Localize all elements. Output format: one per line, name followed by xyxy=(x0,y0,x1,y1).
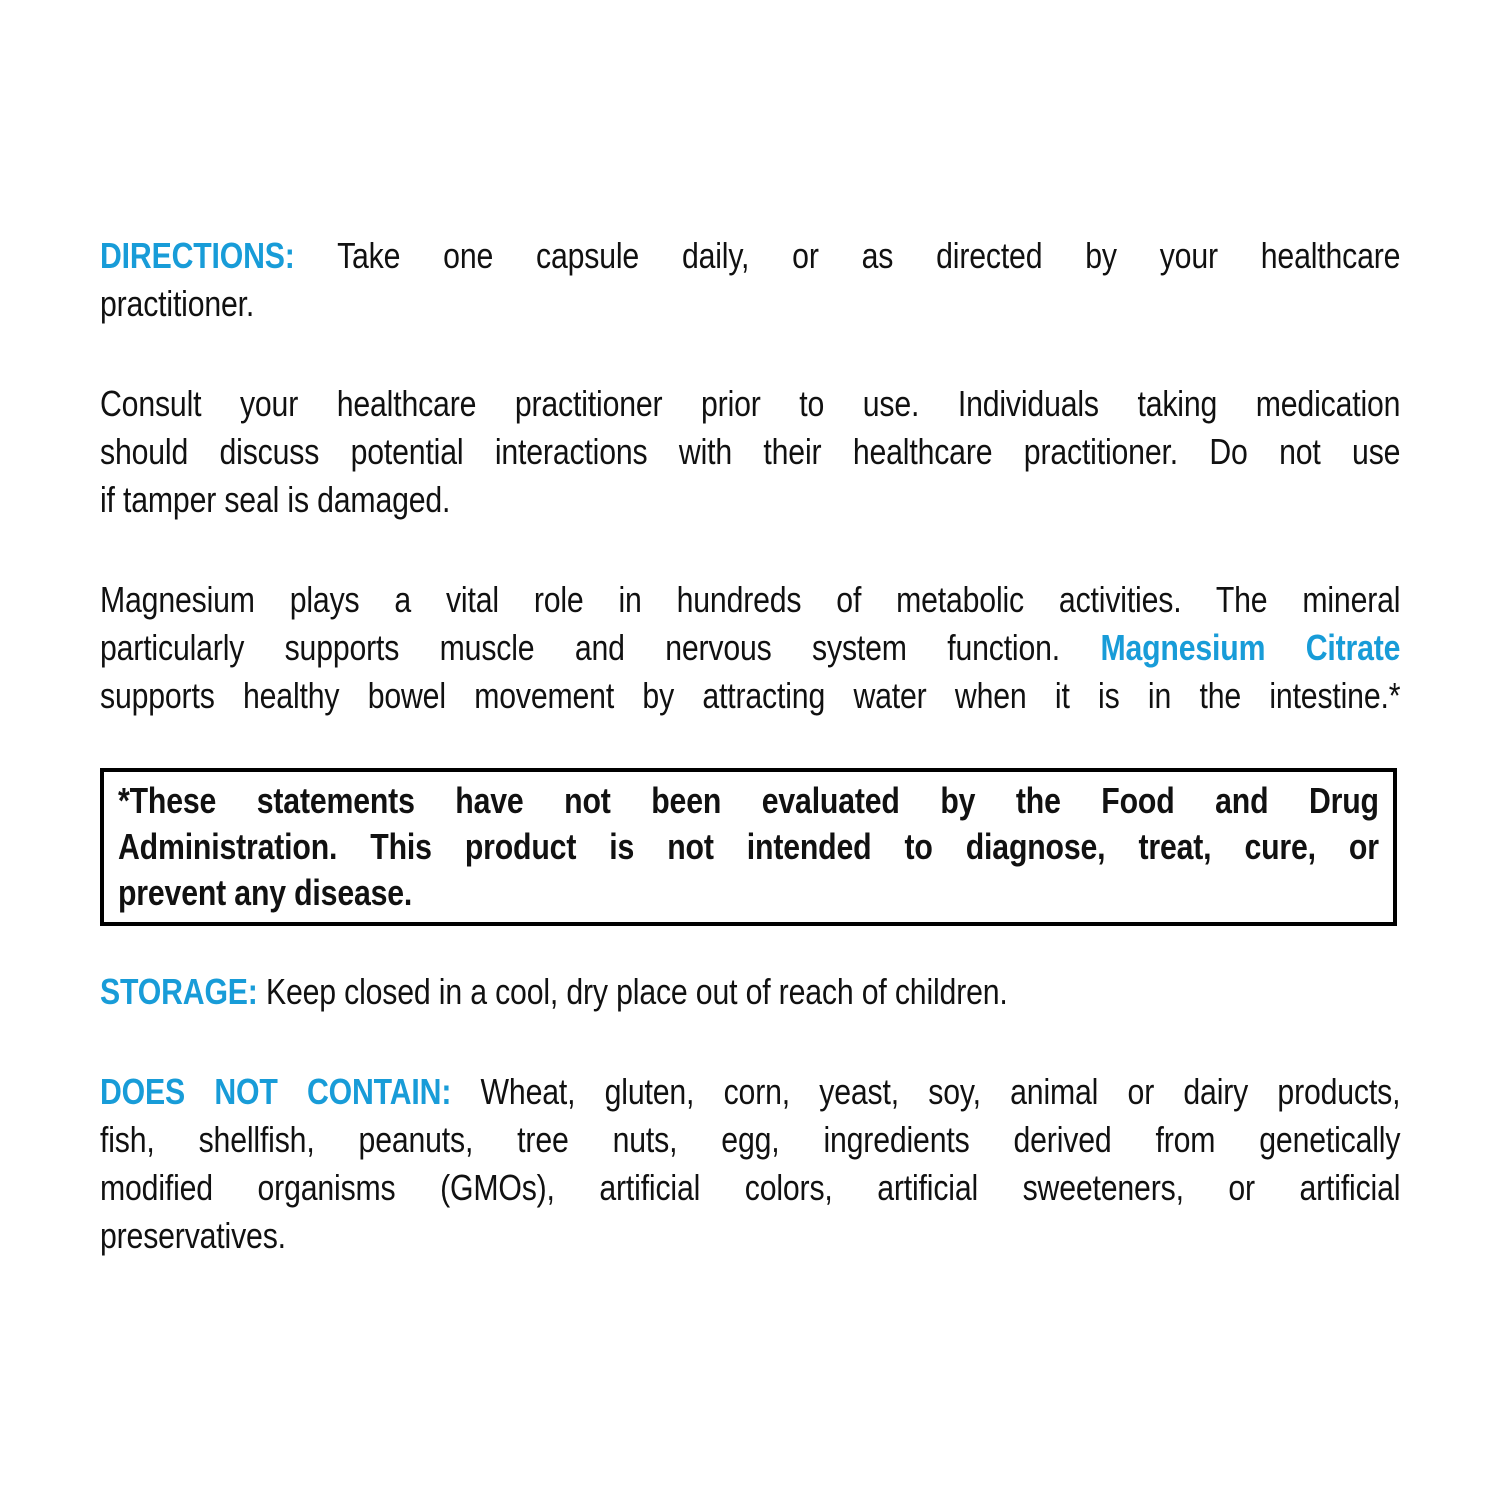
directions-line-1 xyxy=(100,232,1400,280)
does-not-contain-line-4: preservatives. xyxy=(100,1215,286,1256)
magnesium-line-3: supports healthy bowel movement by attracting water when it is in the intestine.* xyxy=(100,675,1401,716)
does-not-contain-paragraph xyxy=(100,1068,1400,1260)
directions-heading: DIRECTIONS: xyxy=(100,235,295,276)
consult-line-3: if tamper seal is damaged. xyxy=(100,479,451,520)
storage-text: Keep closed in a cool, dry place out of reach of children. xyxy=(265,971,1008,1012)
magnesium-paragraph xyxy=(100,576,1400,720)
disclaimer-line-3: prevent any disease. xyxy=(118,872,413,913)
disclaimer-line-1: *These statements have not been evaluated by the Food and Drug xyxy=(118,780,1379,821)
does-not-contain-line-3: modified organisms (GMOs), artificial colors, artificial sweeteners, or artificial xyxy=(100,1167,1401,1208)
does-not-contain-heading: DOES NOT CONTAIN: xyxy=(100,1071,452,1112)
storage-line xyxy=(100,968,1400,1016)
storage-heading: STORAGE: xyxy=(100,971,258,1012)
magnesium-line-1: Magnesium plays a vital role in hundreds of metabolic activities. The mineral xyxy=(100,579,1401,620)
label-text-content xyxy=(100,232,1400,1260)
consult-line-2: should discuss potential interactions with their healthcare practitioner. Do not use xyxy=(100,431,1401,472)
does-not-contain-line-1-text: Wheat, gluten, corn, yeast, soy, animal or dairy products, xyxy=(480,1071,1401,1112)
consult-line-1: Consult your healthcare practitioner prior to use. Individuals taking medication xyxy=(100,383,1401,424)
directions-line-1-text: Take one capsule daily, or as directed by your healthcare xyxy=(337,235,1401,276)
consult-paragraph xyxy=(100,380,1400,524)
does-not-contain-line-1 xyxy=(100,1068,1400,1116)
directions-line-2: practitioner. xyxy=(100,283,255,324)
magnesium-line-2-text: particularly supports muscle and nervous system function. xyxy=(100,627,1061,668)
does-not-contain-line-2: fish, shellfish, peanuts, tree nuts, egg, ingredients derived from genetically xyxy=(100,1119,1401,1160)
directions-paragraph xyxy=(100,232,1400,328)
storage-paragraph xyxy=(100,968,1400,1016)
disclaimer-line-2: Administration. This product is not intended to diagnose, treat, cure, or xyxy=(118,826,1379,867)
magnesium-line-2 xyxy=(100,624,1400,672)
magnesium-citrate-highlight: Magnesium Citrate xyxy=(1100,627,1401,668)
fda-disclaimer-box xyxy=(100,768,1397,926)
